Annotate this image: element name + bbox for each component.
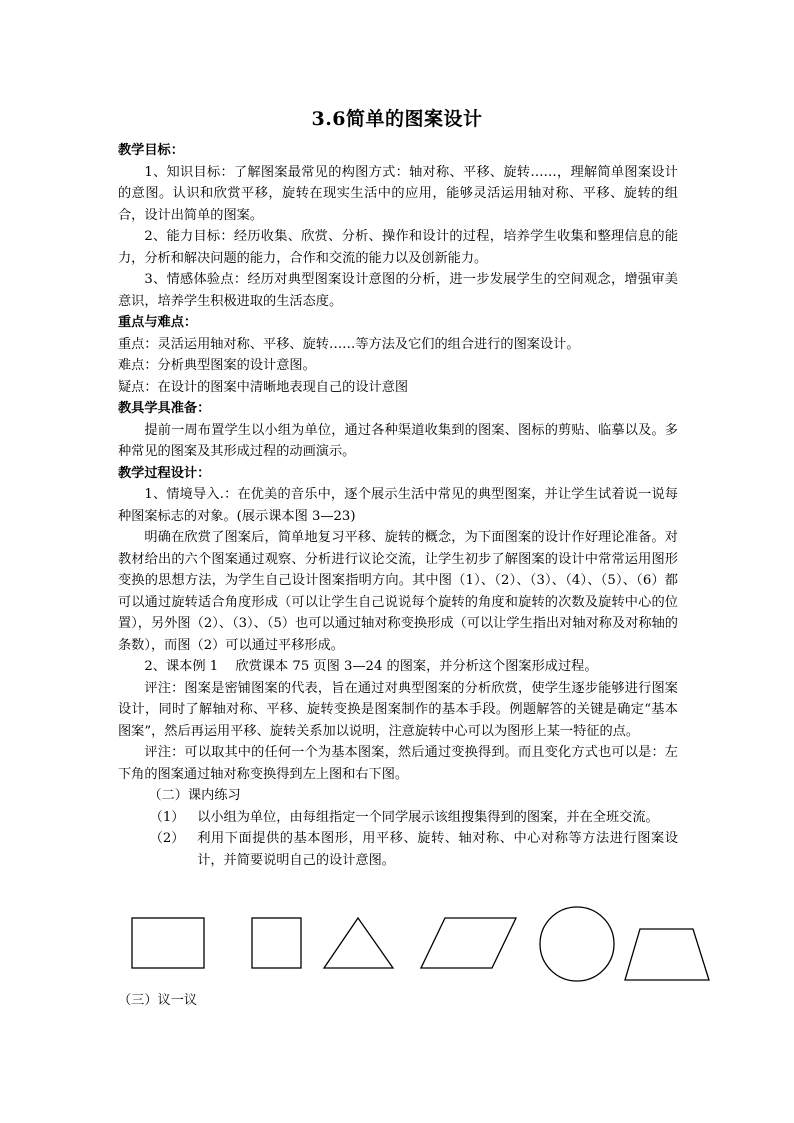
practice-item-text: 以小组为单位，由每组指定一个同学展示该组搜集得到的图案，并在全班交流。 [197, 809, 659, 825]
step-1: 1、情境导入.：在优美的音乐中，逐个展示生活中常见的典型图案，并让学生试着说一说每种图案标志的对象。(展示课本图 3—23) [118, 487, 678, 524]
practice-item [118, 807, 678, 829]
practice-heading: （二）课内练习 [148, 788, 241, 803]
difficulty-point: 难点：分析典型图案的设计意图。 [118, 358, 316, 373]
parallelogram-shape [421, 918, 516, 968]
practice-item-number: （1） [149, 809, 185, 825]
practice-item-text: 利用下面提供的基本图形，用平移、旋转、轴对称、中心对称等方法进行图案设计，并简要说明自己的设计意图。 [197, 831, 678, 868]
page-title: 3.6简单的图案设计 [311, 108, 483, 130]
key-heading: 重点与难点： [118, 315, 198, 330]
rectangle-shape [132, 918, 204, 968]
square-shape [252, 918, 301, 968]
circle-shape [540, 907, 614, 981]
process-heading: 教学过程设计： [118, 465, 211, 481]
step-2: 2、课本例 1 欣赏课本 75 页图 3—24 的图案，并分析这个图案形成过程。 [144, 659, 598, 674]
practice-item [118, 828, 678, 871]
doubt-point: 疑点：在设计的图案中清晰地表现自己的设计意图 [118, 379, 409, 395]
comment-2: 评注：可以取其中的任何一个为基本图案，然后通过变换得到。而且变化方式也可以是：左下角的图案通过轴对称变换得到左上图和右下图。 [118, 745, 678, 782]
goal-knowledge: 1、知识目标：了解图案最常见的构图方式：轴对称、平移、旋转……，理解简单图案设计的意图。认识和欣赏平移，旋转在现实生活中的应用，能够灵活运用轴对称、平移、旋转的组合，设计出简单的图案。 [118, 164, 678, 223]
key-point: 重点：灵活运用轴对称、平移、旋转……等方法及它们的组合进行的图案设计。 [118, 336, 580, 352]
goals-heading: 教学目标： [118, 143, 184, 158]
discuss-heading: （三）议一议 [118, 993, 198, 1008]
practice-item-number: （2） [149, 831, 185, 846]
goal-ability: 2、能力目标：经历收集、欣赏、分析、操作和设计的过程，培养学生收集和整理信息的能力，分析和解决问题的能力，合作和交流的能力以及创新能力。 [118, 229, 678, 266]
tools-heading: 教具学具准备： [118, 401, 211, 416]
basic-shapes-figure [0, 900, 794, 990]
triangle-shape [324, 918, 393, 968]
comment-1: 评注：图案是密铺图案的代表，旨在通过对典型图案的分析欣赏，使学生逐步能够进行图案设计，同时了解轴对称、平移、旋转变换是图案制作的基本手段。例题解答的关键是确定“基本图案”，然后再运用平移、旋转关系加以说明，注意旋转中心可以为图形上某一特征的点。 [118, 680, 678, 739]
goal-emotion: 3、情感体验点：经历对典型图案设计意图的分析，进一步发展学生的空间观念，增强审美意识，培养学生积极进取的生活态度。 [118, 272, 678, 309]
tools-text: 提前一周布置学生以小组为单位，通过各种渠道收集到的图案、图标的剪贴、临摹以及。多种常见的图案及其形成过程的动画演示。 [118, 422, 678, 459]
trapezoid-shape [625, 929, 709, 980]
shapes-svg [0, 900, 794, 990]
step-1-detail: 明确在欣赏了图案后，简单地复习平移、旋转的概念，为下面图案的设计作好理论准备。对教材给出的六个图案通过观察、分析进行议论交流，让学生初步了解图案的设计中常常运用图形变换的思想方法，为学生自己设计图案指明方向。其中图（1）、（2）、（3）、（4）、（5）、（6）都可以通过旋转适合角度形成（可以让学生自己说说每个旋转的角度和旋转的次数及旋转中心的位置），另外图（2）、（3）、（5）也可以通过轴对称变换形成（可以让学生指出对轴对称及对称轴的条数），而图（2）可以通过平移形成。 [118, 530, 678, 653]
document-body [118, 140, 678, 871]
